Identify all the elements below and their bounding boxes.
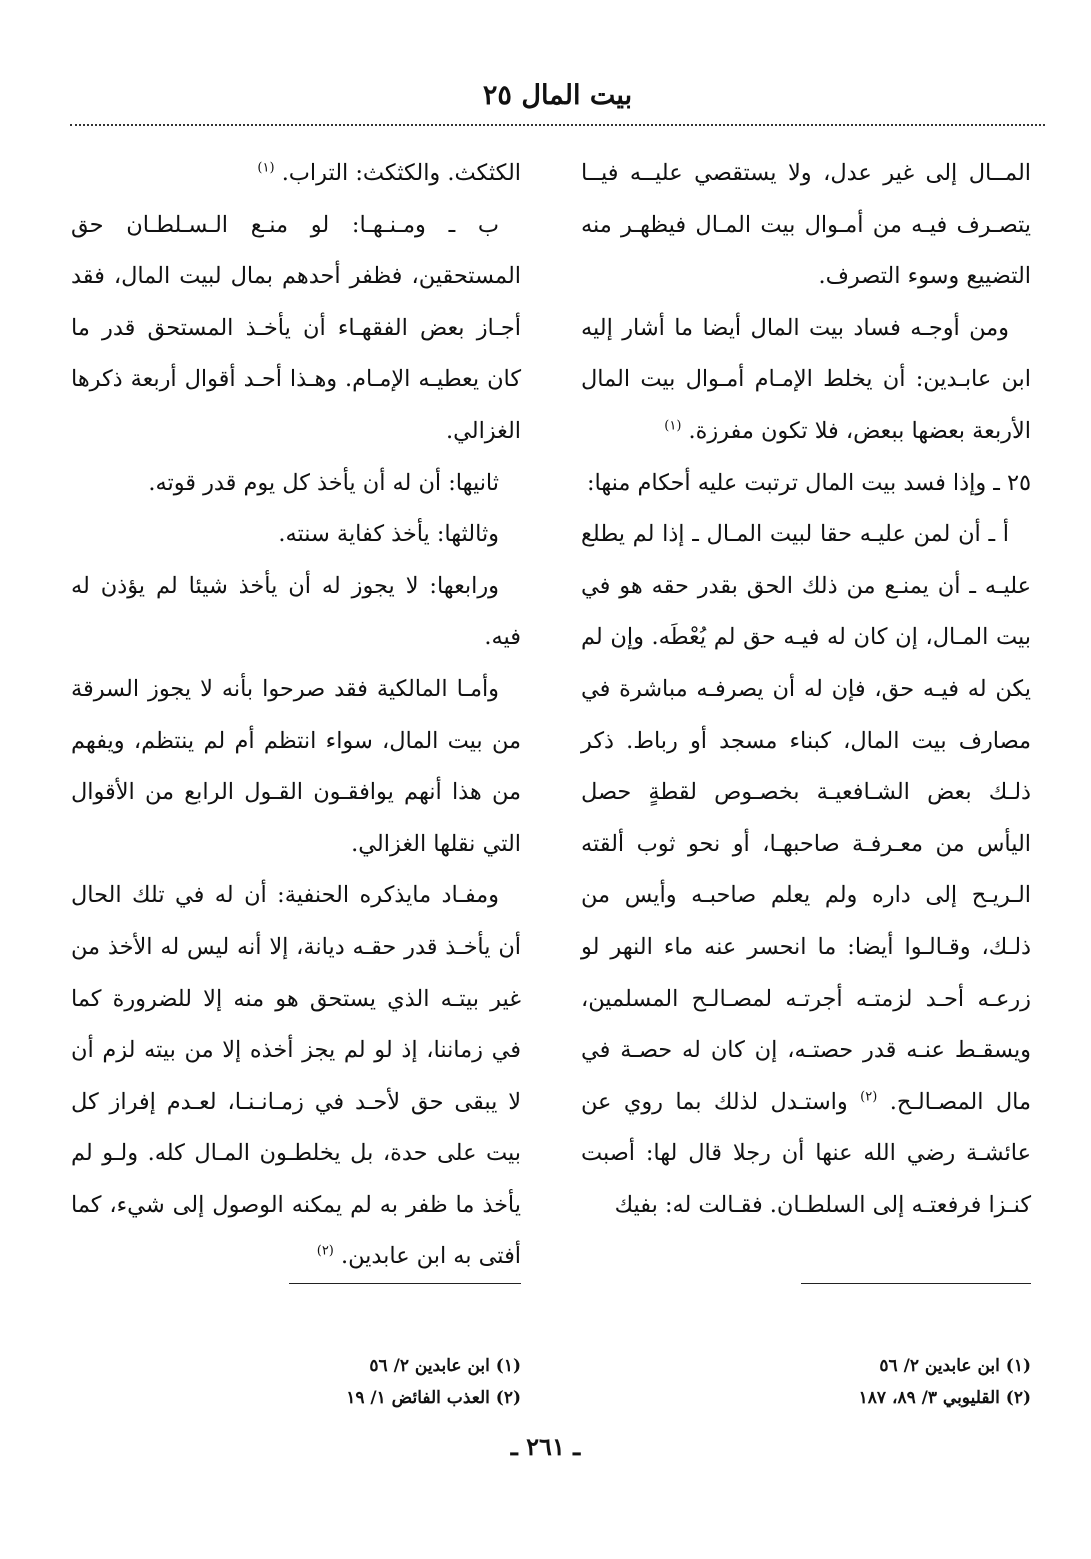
paragraph [71, 664, 521, 870]
paragraph-text: وثالثها: يأخذ كفاية سنته. [278, 521, 499, 548]
footnote: (٢) القليوبي ٣/ ٨٩، ١٨٧ [858, 1388, 1031, 1408]
footnote-ref: (١) [257, 160, 275, 176]
paragraph [71, 870, 521, 1283]
paragraph [71, 148, 521, 200]
paragraph [581, 303, 1031, 458]
left-column [71, 148, 521, 1283]
paragraph-text: ثانيها: أن له أن يأخذ كل يوم قدر قوته. [148, 469, 499, 496]
paragraph [581, 509, 1031, 1231]
page-number: ـ ٢٦١ ـ [510, 1432, 581, 1461]
footnote: (٢) العذب الفائض ١/ ١٩ [346, 1388, 521, 1408]
paragraph [71, 458, 521, 510]
paragraph-text: ورابعها: لا يجوز له أن يأخذ شيئا لم يؤذن له فيه. [71, 572, 521, 651]
paragraph-text: ومن أوجـه فساد بيت المال أيضا ما أشار إليه ابن عابـدين: أن يخلط الإمـام أمـوال بيت المال الأربعة بعضها ببعض، فلا تكون مفرزة. [581, 314, 1031, 444]
paragraph-text: أ ـ أن لمن عليـه حقا لبيت المـال ـ إذا لم يطلع عليـه ـ أن يمنـع من ذلك الحق بقدر حقه هو في بيت المـال، إن كان له فيـه حق لم يُعْطَه. وإن لم يكن له فيـه حق، فإن له أن يصرفـه مباشرة في مصارف بيت المال، كبناء مسجد أو رباط. ذكر ذلـك بعض الشـافعيـة بخصـوص لقطةٍ حصل اليأس من معـرفـة صاحبهـا، أو نحو ثوب ألقته الـريـح إلى داره ولم يعلم صاحبـه وأيس من ذلـك، وقـالـوا أيضا: ما انحسر عنه ماء النهر لو زرعـه أحـد لزمتـه أجرتـه لمصـالـح المسلمين، ويسقـط عنـه قدر حصتـه، إن كان له حصـة في مال المصـالـح. [581, 521, 1031, 1115]
paragraph [71, 509, 521, 561]
paragraph-text: واستـدل لذلك بما روي عن عائشـة رضي الله عنها أن رجلا قال لها: أصبت كنـزا فرفعتـه إلى السلطـان. فقـالت له: بفيك [581, 1088, 1031, 1218]
header-title: بيت المال ٢٥ [482, 80, 633, 111]
paragraph-text: ٢٥ ـ وإذا فسد بيت المال ترتبت عليه أحكام منها: [586, 469, 1031, 496]
paragraph [71, 200, 521, 458]
paragraph-text: ب ـ ومـنـهـا: لو منـع الـسـلطـان حق المستحقين، فظفر أحدهم بمال لبيت المال، فقد أجـاز بعض الفقهـاء أن يأخـذ المستحق قدر ما كان يعطيـه الإمـام. وهـذا أحـد أقوال أربعة ذكرها الغزالي. [71, 211, 521, 444]
paragraph [71, 561, 521, 664]
paragraph [581, 148, 1031, 303]
footnote-ref: (٢) [316, 1244, 334, 1259]
paragraph-text: وأمـا المالكية فقد صرحوا بأنه لا يجوز السرقة من بيت المال، سواء انتظم أم لم ينتظم، ويفهم من هذا أنهم يوافقـون القـول الرابع من الأقوال التي نقلها الغزالي. [71, 675, 521, 857]
right-column [581, 148, 1031, 1231]
footnotes-left [71, 1350, 521, 1414]
footnote: (١) ابن عابدين ٢/ ٥٦ [369, 1356, 521, 1376]
paragraph-text: ومفـاد مايذكره الحنفية: أن له في تلك الحال أن يأخـذ قدر حقـه ديانة، إلا أنه ليس له الأخذ من غير بيتـه الذي يستحق هو منه إلا للضرورة كما في زماننا، إذ لو لم يجز أخذه إلا من بيته لزم أن لا يبقى حق لأحـد في زمـانـنـا، لعـدم إفراز كل بيت على حدة، بل يخلطـون المـال كله. ولـو لم يأخذ ما ظفر به لم يمكنه الوصول إلى شيء، كما أفتى به ابن عابدين. [71, 882, 521, 1270]
paragraph-text: الكثكث. والكثكث: التراب. [281, 160, 521, 186]
footnote-separator [289, 1283, 521, 1284]
footnote-separator [801, 1283, 1031, 1284]
footnotes-right [581, 1350, 1031, 1414]
footnote-ref: (١) [664, 418, 682, 434]
footnote-ref: (٢) [860, 1089, 878, 1105]
paragraph-text: المــال إلى غير عدل، ولا يستقصي عليــه فيــا يتصـرف فيـه من أمـوال بيت المـال فيظهـر منه التضييع وسوء التصرف. [581, 160, 1031, 290]
section-heading-paragraph [581, 458, 1031, 510]
footnote: (١) ابن عابدين ٢/ ٥٦ [879, 1356, 1031, 1376]
running-header [70, 68, 1045, 126]
